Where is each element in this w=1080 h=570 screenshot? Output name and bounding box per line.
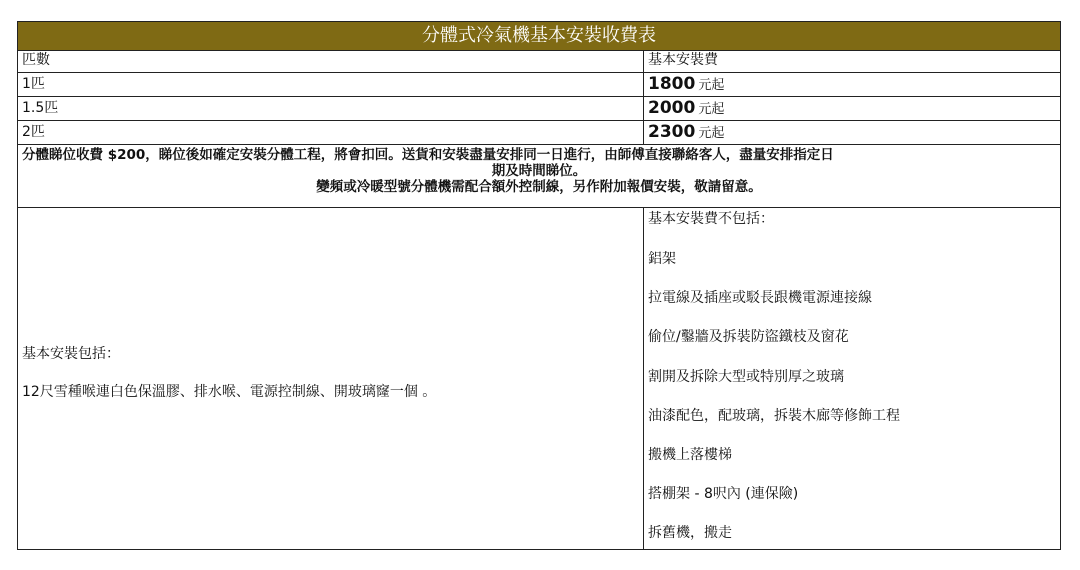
table-title: 分體式冷氣機基本安裝收費表	[18, 22, 1060, 51]
price-table	[17, 21, 1061, 550]
excluded-item: 拆舊機，搬走	[648, 525, 732, 541]
row-price-cell	[644, 121, 1060, 144]
row-price: 2300	[648, 122, 696, 142]
included-column	[18, 208, 644, 549]
excluded-item: 油漆配色，配玻璃，拆裝木廊等修飾工程	[648, 408, 900, 424]
row-price-unit: 元起	[698, 102, 725, 117]
row-price-cell	[644, 97, 1060, 120]
table-row	[18, 121, 1060, 145]
table-header-row	[18, 50, 1060, 73]
row-horsepower: 2匹	[18, 121, 644, 144]
included-heading: 基本安裝包括：	[22, 346, 120, 362]
excluded-heading: 基本安裝費不包括：	[648, 211, 774, 227]
note-line-1: 分體睇位收費 $200，睇位後如確定安裝分體工程，將會扣回。送貨和安裝盡量安排同一日進行，由師傅直接聯絡客人，盡量安排指定日	[22, 147, 834, 163]
excluded-item: 鋁架	[648, 251, 676, 267]
install-details	[18, 208, 1060, 549]
excluded-item: 搭棚架 - 8呎內 (連保險)	[648, 486, 799, 502]
excluded-column	[644, 208, 1060, 549]
table-row	[18, 73, 1060, 97]
excluded-item: 拉電線及插座或駁長跟機電源連接線	[648, 290, 872, 306]
note-line-2: 期及時間睇位。	[491, 163, 587, 179]
excluded-item: 割開及拆除大型或特別厚之玻璃	[648, 369, 844, 385]
excluded-item: 搬機上落樓梯	[648, 447, 732, 463]
row-horsepower: 1匹	[18, 73, 644, 96]
row-price-unit: 元起	[698, 126, 725, 141]
row-price: 2000	[648, 98, 696, 118]
notes-block	[18, 145, 1060, 208]
header-horsepower: 匹數	[18, 50, 644, 72]
row-price: 1800	[648, 74, 696, 94]
included-text: 12尺雪種喉連白色保溫膠、排水喉、電源控制線、開玻璃窿一個 。	[22, 384, 437, 400]
header-install-fee: 基本安裝費	[648, 52, 718, 68]
excluded-item: 偷位/鑿牆及拆裝防盜鐵枝及窗花	[648, 329, 849, 345]
row-price-unit: 元起	[698, 78, 725, 93]
row-price-cell	[644, 73, 1060, 96]
table-row	[18, 97, 1060, 121]
note-line-3: 變頻或冷暖型號分體機需配合額外控制線，另作附加報價安裝，敬請留意。	[316, 179, 762, 195]
row-horsepower: 1.5匹	[18, 97, 644, 120]
